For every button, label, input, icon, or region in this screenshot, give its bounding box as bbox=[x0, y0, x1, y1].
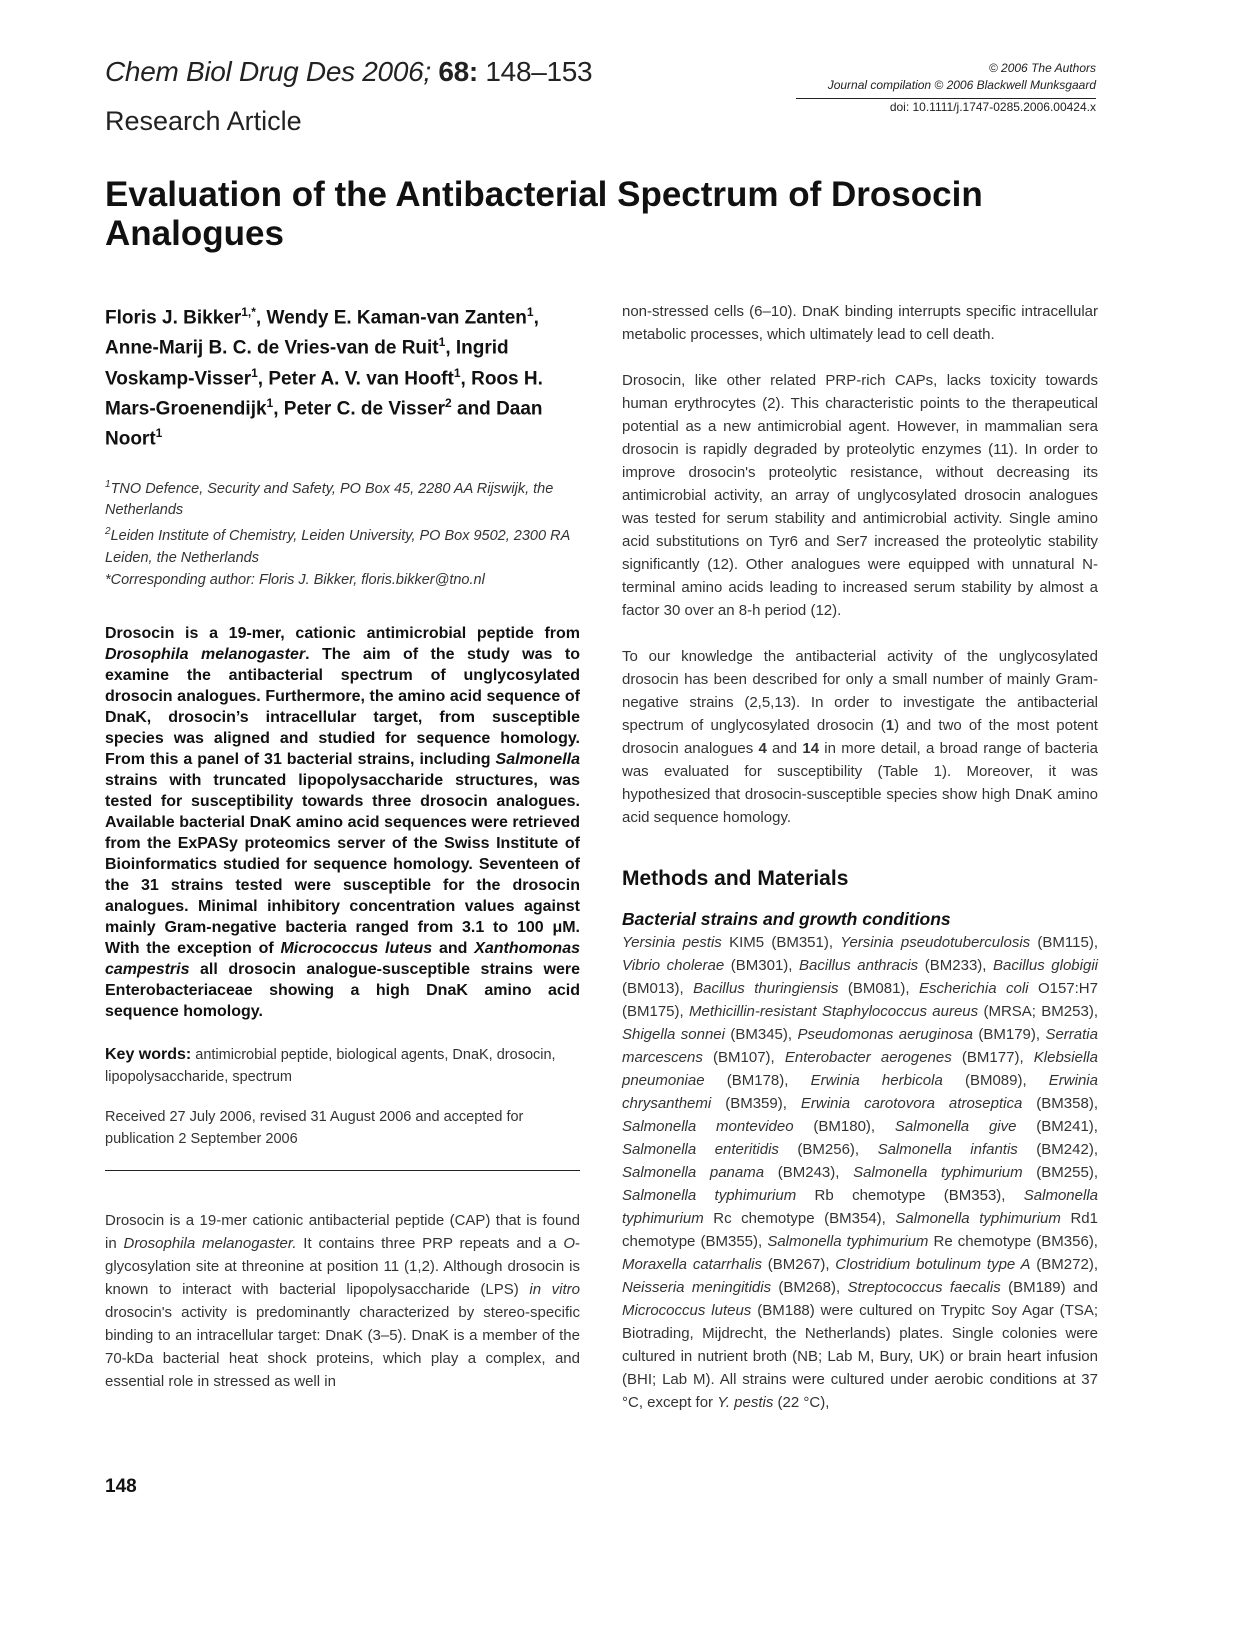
strain-species: Bacillus globigii bbox=[993, 957, 1098, 974]
author-name: Roos H. Mars-Groenendijk bbox=[105, 367, 543, 420]
intro-text: It contains three PRP repeats and a bbox=[296, 1235, 564, 1253]
strain-detail: (BM268), bbox=[771, 1279, 848, 1296]
intro-italic: in vitro bbox=[529, 1281, 580, 1299]
strain-species: Yersinia pestis bbox=[622, 934, 722, 951]
strain-species: Streptococcus faecalis bbox=[847, 1279, 1001, 1296]
strain-detail: (BM301), bbox=[724, 957, 800, 974]
author-separator: , bbox=[257, 367, 269, 389]
author-sup: 1 bbox=[266, 395, 274, 410]
author-name: Peter C. de Visser bbox=[283, 398, 446, 420]
abstract-text: all drosocin analogue-susceptible strains were Enterobacteriaceae showing a high DnaK amino acid sequence homology. bbox=[105, 961, 580, 1021]
author-name: Daan Noort bbox=[105, 398, 543, 450]
strain-species: Neisseria meningitidis bbox=[622, 1279, 772, 1296]
strain-detail: (BM272), bbox=[1030, 1256, 1098, 1273]
intro-text: Drosocin is a 19-mer cationic antibacterial peptide (CAP) that is found in bbox=[105, 1212, 580, 1253]
strain-detail: (BM233), bbox=[918, 957, 994, 974]
strain-species: Vibrio cholerae bbox=[622, 957, 725, 974]
para-text: in more detail, a broad range of bacteria was evaluated for susceptibility (Table 1). Moreover, it was hypothesized that drosocin-susceptible species show high DnaK amino acid sequence homology. bbox=[622, 740, 1098, 826]
strain-species: Enterobacter aerogenes bbox=[784, 1049, 952, 1066]
article-title: Evaluation of the Antibacterial Spectrum of Drosocin Analogues bbox=[105, 175, 983, 253]
affiliation-text: TNO Defence, Security and Safety, PO Box 45, 2280 AA Rijswijk, the Netherlands bbox=[105, 480, 554, 519]
strain-detail: (BM180), bbox=[793, 1118, 895, 1135]
strain-species: Erwinia herbicola bbox=[810, 1072, 943, 1089]
abstract-species: Drosophila melanogaster bbox=[105, 646, 306, 664]
journal-pages: 148–153 bbox=[485, 56, 593, 87]
strain-detail: KIM5 (BM351), bbox=[721, 934, 841, 951]
para-text: and bbox=[766, 740, 803, 757]
author-sup: 1,* bbox=[241, 305, 256, 319]
strain-species: Micrococcus luteus bbox=[622, 1302, 752, 1319]
strain-species: Klebsiella pneumoniae bbox=[622, 1049, 1098, 1089]
strain-detail: (BM241), bbox=[1016, 1118, 1098, 1135]
strain-species: Salmonella typhimurium bbox=[622, 1187, 797, 1204]
strain-species: Salmonella typhimurium bbox=[622, 1187, 1098, 1227]
strain-detail: (BM267), bbox=[762, 1256, 836, 1273]
intro-text: drosocin's activity is predominantly characterized by stereo-specific binding to an intracellular target: DnaK (3–5). DnaK is a member of the 70-kDa bacterial heat shock proteins, which play a complex, and essential role in stressed as well in bbox=[105, 1304, 580, 1391]
intro-text: -glycosylation site at threonine at position 11 (1,2). Although drosocin is known to interact with bacterial lipopolysaccharide (LPS) bbox=[105, 1235, 580, 1299]
strain-species: Pseudomonas aeruginosa bbox=[797, 1026, 973, 1043]
author-sup: 1 bbox=[155, 426, 163, 441]
intro-italic: O bbox=[563, 1235, 575, 1253]
affiliation bbox=[105, 474, 580, 522]
strain-detail: (BM345), bbox=[724, 1026, 798, 1043]
doi[interactable]: doi: 10.1111/j.1747-0285.2006.00424.x bbox=[796, 98, 1096, 116]
abstract-species: Micrococcus luteus bbox=[280, 940, 433, 958]
strain-species: Shigella sonnei bbox=[622, 1026, 725, 1043]
right-column bbox=[622, 300, 1098, 1414]
strain-detail: (BM243), bbox=[764, 1164, 854, 1181]
author-name: Anne-Marij B. C. de Vries-van de Ruit bbox=[105, 337, 439, 359]
strain-species: Methicillin-resistant Staphylococcus aureus bbox=[689, 1003, 979, 1020]
author-name: Peter A. V. van Hooft bbox=[268, 367, 454, 389]
received-dates: Received 27 July 2006, revised 31 August 2006 and accepted for publication 2 September 2006 bbox=[105, 1106, 580, 1171]
author-list bbox=[105, 300, 580, 452]
strain-detail: (BM242), bbox=[1017, 1141, 1098, 1158]
strain-species: Clostridium botulinum type A bbox=[835, 1256, 1031, 1273]
keywords-label: Key words: bbox=[105, 1046, 192, 1064]
strain-detail: (BM255), bbox=[1022, 1164, 1098, 1181]
strain-detail: (BM013), bbox=[622, 980, 694, 997]
strain-species: Y. pestis bbox=[717, 1394, 774, 1411]
strain-species: Salmonella infantis bbox=[877, 1141, 1018, 1158]
strain-species: Serratia marcescens bbox=[622, 1026, 1098, 1066]
affiliation bbox=[105, 521, 580, 569]
strain-species: Salmonella panama bbox=[622, 1164, 765, 1181]
subsection-heading: Bacterial strains and growth conditions bbox=[622, 909, 951, 929]
affiliation-sup: 2 bbox=[105, 526, 111, 538]
strain-detail: (22 °C), bbox=[773, 1394, 830, 1411]
strain-species: Moraxella catarrhalis bbox=[622, 1256, 763, 1273]
body-paragraph bbox=[622, 645, 1098, 829]
strain-detail: Rd1 chemotype (BM355), bbox=[622, 1210, 1098, 1250]
strain-species: Bacillus anthracis bbox=[799, 957, 919, 974]
abstract bbox=[105, 623, 580, 1022]
abstract-species: Salmonella bbox=[495, 751, 580, 769]
compound-number: 4 bbox=[758, 740, 767, 757]
page-number: 148 bbox=[105, 1476, 137, 1497]
strain-species: Salmonella enteritidis bbox=[622, 1141, 779, 1158]
section-heading: Methods and Materials bbox=[622, 867, 849, 890]
compound-number: 14 bbox=[802, 740, 820, 757]
strain-detail: (MRSA; BM253), bbox=[978, 1003, 1098, 1020]
strain-species: Erwinia carotovora atroseptica bbox=[800, 1095, 1023, 1112]
strain-detail: (BM177), bbox=[951, 1049, 1034, 1066]
strain-species: Yersinia pseudotuberculosis bbox=[840, 934, 1031, 951]
strain-detail: (BM107), bbox=[702, 1049, 785, 1066]
strain-detail: (BM178), bbox=[704, 1072, 811, 1089]
author-name: Ingrid Voskamp-Visser bbox=[105, 337, 509, 389]
author-separator: , bbox=[255, 307, 267, 329]
affiliations bbox=[105, 474, 580, 592]
copyright-block bbox=[736, 60, 1096, 94]
para-text: ) and two of the most potent drosocin analogues bbox=[622, 717, 1098, 757]
copyright-line: Journal compilation © 2006 Blackwell Munksgaard bbox=[827, 78, 1096, 92]
copyright-line: © 2006 The Authors bbox=[988, 61, 1096, 75]
keywords-text: antimicrobial peptide, biological agents, DnaK, drosocin, lipopolysaccharide, spectrum bbox=[105, 1047, 556, 1086]
strain-species: Salmonella montevideo bbox=[622, 1118, 794, 1135]
affiliation-text: Leiden Institute of Chemistry, Leiden University, PO Box 9502, 2300 RA Leiden, the Netherlands bbox=[105, 528, 570, 567]
strain-species: Salmonella typhimurium bbox=[895, 1210, 1061, 1227]
strain-detail: (BM188) were cultured on Trypitc Soy Agar (TSA; Biotrading, Mijdrecht, the Netherlands) plates. Single colonies were cultured in nutrient broth (NB; Lab M, Bury, UK) or brain heart infusion (BHI; Lab M). All strains were cultured under aerobic conditions at 37 °C, except for bbox=[622, 1302, 1098, 1411]
strain-detail: Rc chemotype (BM354), bbox=[703, 1210, 896, 1227]
strain-species: Salmonella typhimurium bbox=[767, 1233, 929, 1250]
para-text: To our knowledge the antibacterial activity of the unglycosylated drosocin has been described for only a small number of mainly Gram-negative strains (2,5,13). In order to investigate the antibacterial spectrum of unglycosylated drosocin ( bbox=[622, 648, 1098, 734]
author-sup: 1 bbox=[526, 305, 534, 319]
author-separator: and bbox=[451, 398, 497, 420]
strain-detail: O157:H7 (BM175), bbox=[622, 980, 1098, 1020]
strain-detail: Rb chemotype (BM353), bbox=[796, 1187, 1024, 1204]
author-separator: , bbox=[533, 307, 539, 329]
keywords bbox=[105, 1044, 580, 1088]
author-separator: , bbox=[445, 337, 456, 359]
author-sup: 1 bbox=[453, 365, 461, 380]
journal-volume: 68: bbox=[438, 56, 478, 87]
intro-italic: Drosophila melanogaster. bbox=[123, 1235, 297, 1253]
author-name: Wendy E. Kaman-van Zanten bbox=[266, 307, 527, 329]
author-separator: , bbox=[460, 367, 472, 389]
strain-detail: (BM256), bbox=[778, 1141, 878, 1158]
strain-detail: (BM115), bbox=[1030, 934, 1098, 951]
body-paragraph: Drosocin, like other related PRP-rich CAPs, lacks toxicity towards human erythrocytes (2). This characteristic points to the therapeutical potential as a new antimicrobial agent. However, in mammalian sera drosocin is rapidly degraded by proteolytic enzymes (11). In order to improve drosocin's proteolytic resistance, without decreasing its antimicrobial activity, an array of unglycosylated drosocin analogues was tested for serum stability and antimicrobial activity. Single amino acid substitutions on Tyr6 and Ser7 increased the proteolytic stability significantly (12). Other analogues were equipped with unnatural N-terminal amino acids leading to increased serum stability by almost a factor 30 over an 8-h period (12). bbox=[622, 372, 1098, 619]
strain-species: Escherichia coli bbox=[919, 980, 1029, 997]
strain-detail: (BM089), bbox=[942, 1072, 1049, 1089]
strains-paragraph bbox=[622, 931, 1098, 1414]
strain-detail: (BM189) and bbox=[1000, 1279, 1098, 1296]
abstract-text: strains with truncated lipopolysaccharide structures, was tested for susceptibility towards three drosocin analogues. Available bacterial DnaK amino acid sequences were retrieved from the ExPASy proteomics server of the Swiss Institute of Bioinformatics studied for sequence homology. Seventeen of the 31 strains tested were susceptible for the drosocin analogues. Minimal inhibitory concentration values against mainly Gram-negative bacteria ranged from 3.1 to 100 μM. With the exception of bbox=[105, 772, 580, 958]
abstract-text: and bbox=[432, 940, 475, 958]
author-sup: 1 bbox=[438, 335, 446, 350]
author-sup: 1 bbox=[251, 365, 258, 380]
abstract-species: Xanthomonas campestris bbox=[105, 940, 580, 979]
strain-species: Erwinia chrysanthemi bbox=[622, 1072, 1098, 1112]
author-name: Floris J. Bikker bbox=[105, 307, 242, 329]
abstract-text: Drosocin is a 19-mer, cationic antimicrobial peptide from bbox=[105, 625, 580, 643]
introduction-paragraph bbox=[105, 1209, 580, 1393]
body-paragraph: non-stressed cells (6–10). DnaK binding interrupts specific intracellular metabolic processes, which ultimately lead to cell death. bbox=[622, 303, 1098, 343]
abstract-text: . The aim of the study was to examine the antibacterial spectrum of unglycosylated drosocin analogues. Furthermore, the amino acid sequence of DnaK, drosocin’s intracellular target, from susceptible species was aligned and studied for sequence homology. From this a panel of 31 bacterial strains, including bbox=[105, 646, 580, 769]
strain-detail: (BM359), bbox=[711, 1095, 801, 1112]
strain-species: Bacillus thuringiensis bbox=[693, 980, 839, 997]
article-type: Research Article bbox=[105, 106, 302, 136]
strain-species: Salmonella typhimurium bbox=[853, 1164, 1023, 1181]
strain-detail: (BM179), bbox=[972, 1026, 1046, 1043]
journal-citation bbox=[105, 56, 592, 88]
strain-species: Salmonella give bbox=[894, 1118, 1017, 1135]
strain-detail: Re chemotype (BM356), bbox=[928, 1233, 1098, 1250]
affiliation-sup: 1 bbox=[105, 478, 111, 490]
corresponding-author: *Corresponding author: Floris J. Bikker, floris.bikker@tno.nl bbox=[105, 572, 485, 589]
strain-detail: (BM358), bbox=[1022, 1095, 1098, 1112]
author-separator: , bbox=[273, 398, 284, 420]
strain-detail: (BM081), bbox=[838, 980, 920, 997]
author-sup: 2 bbox=[445, 395, 452, 410]
left-column bbox=[105, 300, 580, 1393]
compound-number: 1 bbox=[885, 717, 895, 734]
journal-name: Chem Biol Drug Des 2006; bbox=[105, 56, 431, 87]
